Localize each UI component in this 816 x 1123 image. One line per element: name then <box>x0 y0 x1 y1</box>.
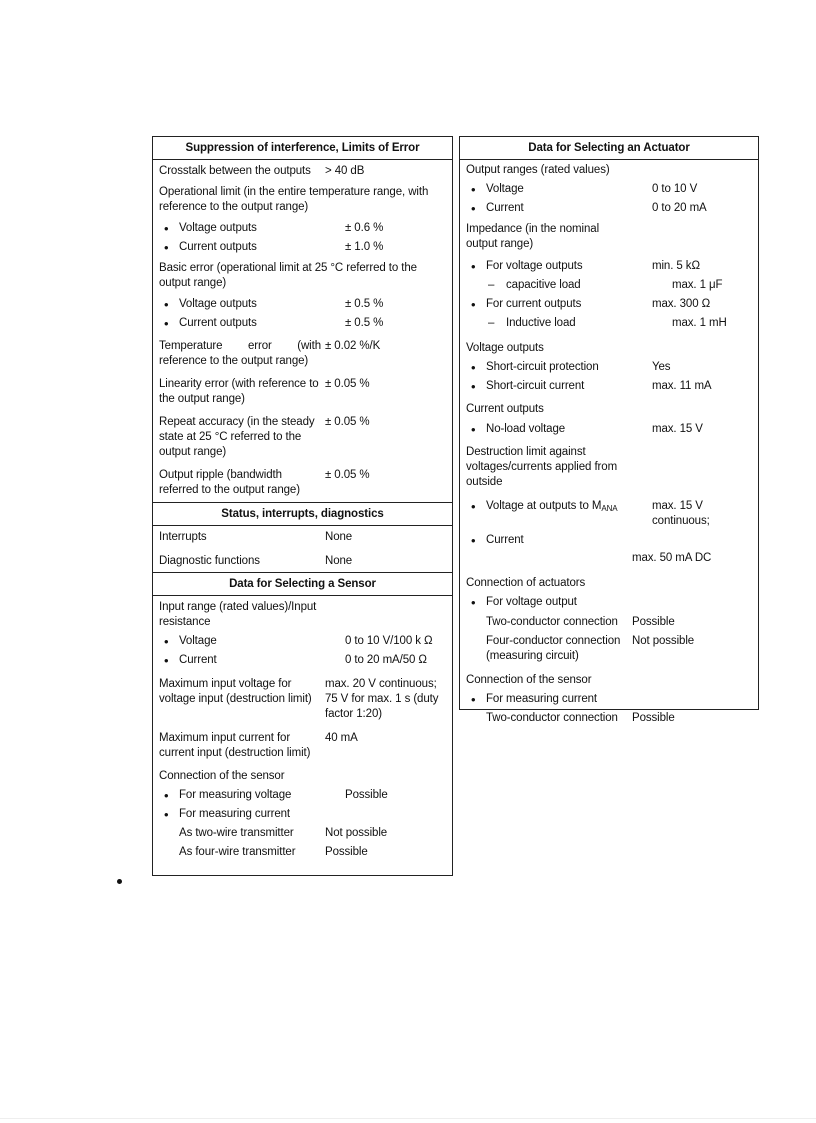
section-title-sensor: Data for Selecting a Sensor <box>153 572 452 596</box>
right-spec-table <box>459 136 759 724</box>
spec-row-volt-at-outputs: • Voltage at outputs to $M_{ANA}$ max. 15 V continuous; <box>460 499 758 529</box>
spec-row-max-voltage: Maximum input voltage for voltage input (destruction limit) max. 20 V continuous; 75 V for max. 1 s (duty factor 1:20) <box>159 678 439 720</box>
spec-row-interrupts: Interrupts None <box>159 531 353 543</box>
left-spec-table <box>152 136 453 876</box>
spec-row-meas-current: • For measuring current <box>153 807 452 822</box>
spec-input-range: Input range (rated values)/Input resistance <box>159 601 317 628</box>
spec-row-two-cond: Two-conductor connection Possible <box>486 616 675 628</box>
spec-row-in-current: • Current 0 to 20 mA/50 Ω <box>153 653 452 668</box>
spec-row-crosstalk: Crosstalk between the outputs > 40 dB <box>159 165 365 177</box>
spec-row-op-voltage: • Voltage outputs ± 0.6 % <box>153 221 452 236</box>
spec-row-diagnostics: Diagnostic functions None <box>159 555 353 567</box>
spec-row-meas-voltage: • For measuring voltage Possible <box>153 788 452 803</box>
section-title-status: Status, interrupts, diagnostics <box>153 502 452 526</box>
spec-row-four-wire: As four-wire transmitter Possible <box>179 846 368 858</box>
spec-row-ripple: Output ripple (bandwidth referred to the output range) ± 0.05 % <box>159 469 370 496</box>
spec-impedance: Impedance (in the nominal output range) <box>466 223 600 250</box>
spec-row-noload: • No-load voltage max. 15 V <box>460 422 758 437</box>
section-title-actuator: Data for Selecting an Actuator <box>460 137 758 160</box>
spec-row-linearity: Linearity error (with reference to the output range) ± 0.05 % <box>159 378 370 405</box>
spec-row-dl-current: • Current <box>460 533 758 548</box>
spec-basic-error: Basic error (operational limit at 25 °C referred to the output range) <box>159 262 417 289</box>
spec-row-two-cond-2: Two-conductor connection Possible <box>486 712 675 724</box>
spec-row-or-current: • Current 0 to 20 mA <box>460 201 758 216</box>
spec-row-or-voltage: • Voltage 0 to 10 V <box>460 182 758 197</box>
spec-destruction-limit: Destruction limit against voltages/currents applied from outside <box>466 446 618 488</box>
spec-row-ind-load: – Inductive load max. 1 mH <box>460 316 758 331</box>
spec-row-two-wire: As two-wire transmitter Not possible <box>179 827 388 839</box>
spec-row-imp-current: • For current outputs max. 300 Ω <box>460 297 758 312</box>
spec-output-ranges: Output ranges (rated values) <box>466 164 610 176</box>
spec-operational-limit: Operational limit (in the entire temperature range, with reference to the output range) <box>159 186 429 213</box>
spec-row-sc-current: • Short-circuit current max. 11 mA <box>460 379 758 394</box>
spec-row-temp-error: Temperature error (with reference to the output range) ± 0.02 %/K <box>159 340 381 367</box>
spec-row-four-cond: Four-conductor connection (measuring circuit) Not possible <box>486 635 695 662</box>
spec-connection-sensor: Connection of the sensor <box>159 770 285 782</box>
spec-voltage-outputs: Voltage outputs <box>466 342 544 354</box>
stray-bullet <box>117 879 122 884</box>
spec-row-op-current: • Current outputs ± 1.0 % <box>153 240 452 255</box>
spec-row-cap-load: – capacitive load max. 1 μF <box>460 278 758 293</box>
page-bottom-divider <box>0 1118 816 1119</box>
spec-row-imp-voltage: • For voltage outputs min. 5 kΩ <box>460 259 758 274</box>
spec-row-dl-current-value: max. 50 mA DC <box>632 552 712 564</box>
spec-connection-actuators: Connection of actuators <box>466 577 586 589</box>
spec-row-repeat: Repeat accuracy (in the steady state at 25 °C referred to the output range) ± 0.05 % <box>159 416 370 458</box>
spec-row-be-current: • Current outputs ± 0.5 % <box>153 316 452 331</box>
spec-connection-sensor-right: Connection of the sensor <box>466 674 592 686</box>
spec-current-outputs: Current outputs <box>466 403 544 415</box>
spec-row-be-voltage: • Voltage outputs ± 0.5 % <box>153 297 452 312</box>
spec-row-max-current: Maximum input current for current input (destruction limit) 40 mA <box>159 732 358 759</box>
section-title-interference: Suppression of interference, Limits of Error <box>153 137 452 160</box>
spec-for-voltage-output: • For voltage output <box>466 595 758 610</box>
spec-row-sc-protection: • Short-circuit protection Yes <box>460 360 758 375</box>
spec-for-meas-current: • For measuring current <box>466 692 758 707</box>
spec-row-in-voltage: • Voltage 0 to 10 V/100 k Ω <box>153 634 452 649</box>
